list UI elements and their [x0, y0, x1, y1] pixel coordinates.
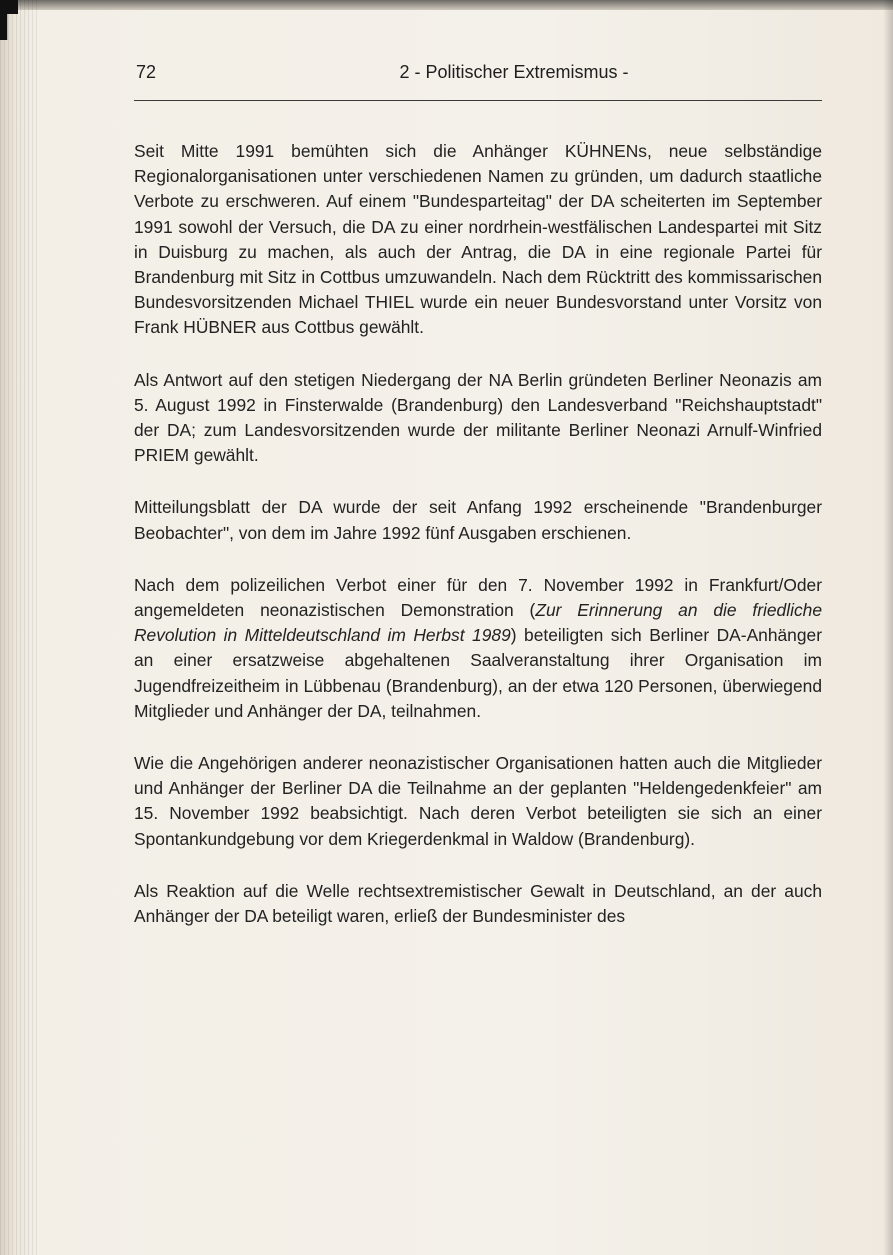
paragraph-5: Wie die Angehörigen anderer neonazistischer Organisationen hatten auch die Mitglieder und Anhänger der Berliner DA die Teilnahme an der geplanten "Heldengedenkfeier" am 15. November 1992 beabsichtigt. Nach deren Verbot beteiligten sie sich an einer Spontankundgebung vor dem Kriegerdenkmal in Waldow (Brandenburg).: [134, 753, 822, 849]
paragraph-3: Mitteilungsblatt der DA wurde der seit Anfang 1992 erscheinende "Brandenburger Beobachter", von dem im Jahre 1992 fünf Ausgaben erschienen.: [134, 497, 822, 543]
header-rule: [134, 100, 822, 101]
page-right-shadow: [883, 0, 893, 1255]
body-text: [134, 139, 822, 929]
paragraph-4: [134, 573, 822, 724]
paragraph-4-text-start: Nach dem polizeilichen Verbot einer für den 7. November 1992 in Frankfurt/Oder angemeldeten neonazistischen Demonstration (: [134, 574, 822, 621]
paragraph-6: Als Reaktion auf die Welle rechtsextremistischer Gewalt in Deutschland, an der auch Anhänger der DA beteiligt waren, erließ der Bundesminister des: [134, 880, 822, 927]
page-number: 72: [136, 62, 157, 82]
paragraph-2: Als Antwort auf den stetigen Niedergang der NA Berlin gründeten Berliner Neonazis am 5. August 1992 in Finsterwalde (Brandenburg) den Landesverband "Reichshauptstadt" der DA; zum Landesvorsitzenden wurde der militante Berliner Neonazi Arnulf-Winfried PRIEM gewählt.: [134, 369, 822, 466]
page-top-edge: [0, 0, 893, 10]
page-stack-edges: [0, 0, 40, 1255]
running-title: 2 - Politischer Extremismus -: [399, 62, 629, 82]
paragraph-4-text-end: ) beteiligten sich Berliner DA-Anhänger an einer ersatzweise abgehaltenen Saalveranstaltung ihrer Organisation im Jugendfreizeitheim in Lübbenau (Brandenburg), an der etwa 120 Personen, überwiegend Mitglieder und Anhänger der DA, teilnahmen.: [134, 625, 822, 721]
paragraph-4-italic-title: Zur Erinnerung an die friedliche Revolution in Mitteldeutschland im Herbst 1989: [134, 600, 822, 646]
paragraph-1: Seit Mitte 1991 bemühten sich die Anhänger KÜHNENs, neue selbständige Regionalorganisationen unter verschiedenen Namen zu gründen, um dadurch staatliche Verbote zu erschweren. Auf einem "Bundesparteitag" der DA scheiterten im September 1991 sowohl der Versuch, die DA zu einer nordrhein-westfälischen Landespartei mit Sitz in Duisburg zu machen, als auch der Antrag, die DA in eine regionale Partei für Brandenburg mit Sitz in Cottbus umzuwandeln. Nach dem Rücktritt des kommissarischen Bundesvorsitzenden Michael THIEL wurde ein neuer Bundesvorstand unter Vorsitz von Frank HÜBNER aus Cottbus gewählt.: [134, 141, 822, 338]
page-header: [136, 62, 822, 90]
